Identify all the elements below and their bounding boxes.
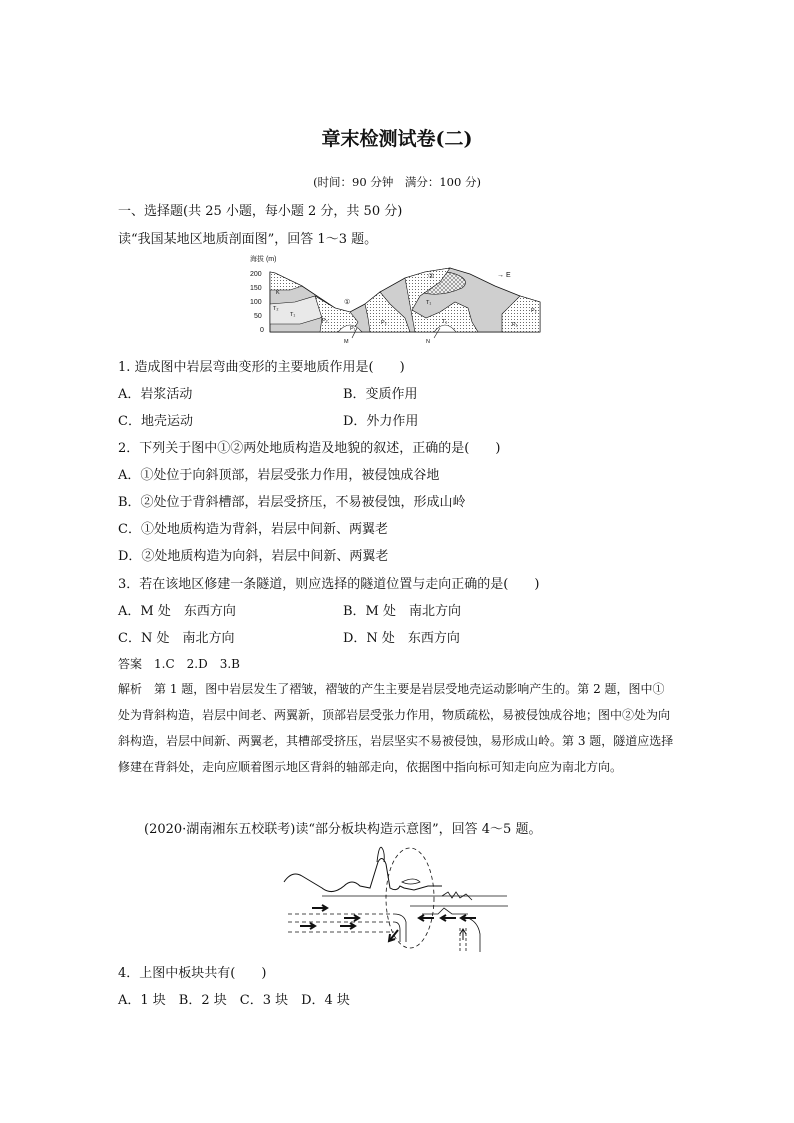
- y-tick: 100: [250, 299, 262, 306]
- y-tick: 50: [254, 313, 262, 320]
- q2-option-b: B．②处位于背斜槽部，岩层受挤压，不易被侵蚀，形成山岭: [118, 495, 466, 510]
- explanation-text: 解析 第 1 题，图中岩层发生了褶皱，褶皱的产生主要是岩层受地壳运动影响产生的。第 2 题，图中①处为背斜构造，岩层中间老、两翼新，顶部岩层受张力作用，物质疏松，易被侵蚀成谷地；图中②处为向斜构造，岩层中间新、两翼老，其槽部受挤压，岩层坚实不易被侵蚀，易形成山岭。第 3 题，隧道应选择修建在背斜处，走向应顺着图示地区背斜的轴部走向，依据图中指向标可知走向应为南北方向。: [118, 682, 674, 774]
- intro-1: 读“我国某地区地质剖面图”，回答 1～3 题。: [118, 232, 378, 247]
- q4-stem: 4．上图中板块共有( ): [118, 966, 267, 981]
- y-axis-label: 海拔 (m): [250, 256, 277, 263]
- label-circle-2: ②: [428, 273, 435, 280]
- q1-option-c: C．地壳运动: [118, 414, 193, 429]
- q2-option-a: A．①处位于向斜顶部，岩层受张力作用，被侵蚀成谷地: [118, 468, 440, 483]
- q3-option-b: B．M 处 南北方向: [343, 604, 461, 619]
- y-tick: 200: [250, 271, 262, 278]
- q1-stem: 1. 造成图中岩层弯曲变形的主要地质作用是( ): [118, 360, 405, 375]
- q2-option-d: D．②处地质构造为向斜，岩层中间新、两翼老: [118, 549, 389, 564]
- layer-label: T₁: [290, 312, 296, 318]
- q3-option-a: A．M 处 东西方向: [118, 604, 236, 619]
- q3-option-c: C．N 处 南北方向: [118, 631, 235, 646]
- time-info: (时间：90 分钟 满分：100 分): [313, 175, 481, 189]
- q2-stem: 2．下列关于图中①②两处地质构造及地貌的叙述，正确的是( ): [118, 441, 501, 456]
- q2-option-c: C．①处地质构造为背斜，岩层中间新、两翼老: [118, 522, 388, 537]
- layer-label: T₁: [442, 319, 448, 325]
- q4-options: A．1 块 B．2 块 C．3 块 D．4 块: [118, 993, 350, 1008]
- layer-label: P₁: [350, 326, 356, 332]
- layer-label: K: [276, 290, 280, 296]
- y-ticks: [250, 271, 264, 334]
- plate-tectonics-figure: [282, 842, 512, 954]
- intro-2: (2020·湖南湘东五校联考)读“部分板块构造示意图”，回答 4～5 题。: [144, 822, 542, 837]
- label-n: N: [426, 339, 430, 345]
- q1-option-b: B．变质作用: [343, 387, 418, 402]
- q3-stem: 3．若在该地区修建一条隧道，则应选择的隧道位置与走向正确的是( ): [118, 577, 540, 592]
- y-tick: 150: [250, 285, 262, 292]
- q1-option-d: D．外力作用: [343, 414, 419, 429]
- page-title: 章末检测试卷(二): [321, 128, 473, 150]
- section-heading: 一、选择题(共 25 小题，每小题 2 分，共 50 分): [118, 204, 403, 219]
- layer-label: P₂: [531, 308, 537, 314]
- layer-label: T₁: [426, 300, 432, 306]
- layer-label: P₂: [381, 320, 387, 326]
- layer-label: P₁: [512, 322, 518, 328]
- layer-label: T₂: [273, 306, 279, 312]
- answer-line: 答案 1.C 2.D 3.B: [118, 657, 240, 671]
- q1-option-a: A．岩浆活动: [118, 387, 193, 402]
- label-circle-1: ①: [344, 299, 351, 306]
- layer-label: P₂: [322, 318, 328, 324]
- q3-option-d: D．N 处 东西方向: [343, 631, 460, 646]
- geologic-profile-figure: [240, 252, 550, 348]
- label-m: M: [344, 339, 349, 345]
- direction-arrow: → E: [497, 272, 511, 279]
- y-tick: 0: [260, 327, 264, 334]
